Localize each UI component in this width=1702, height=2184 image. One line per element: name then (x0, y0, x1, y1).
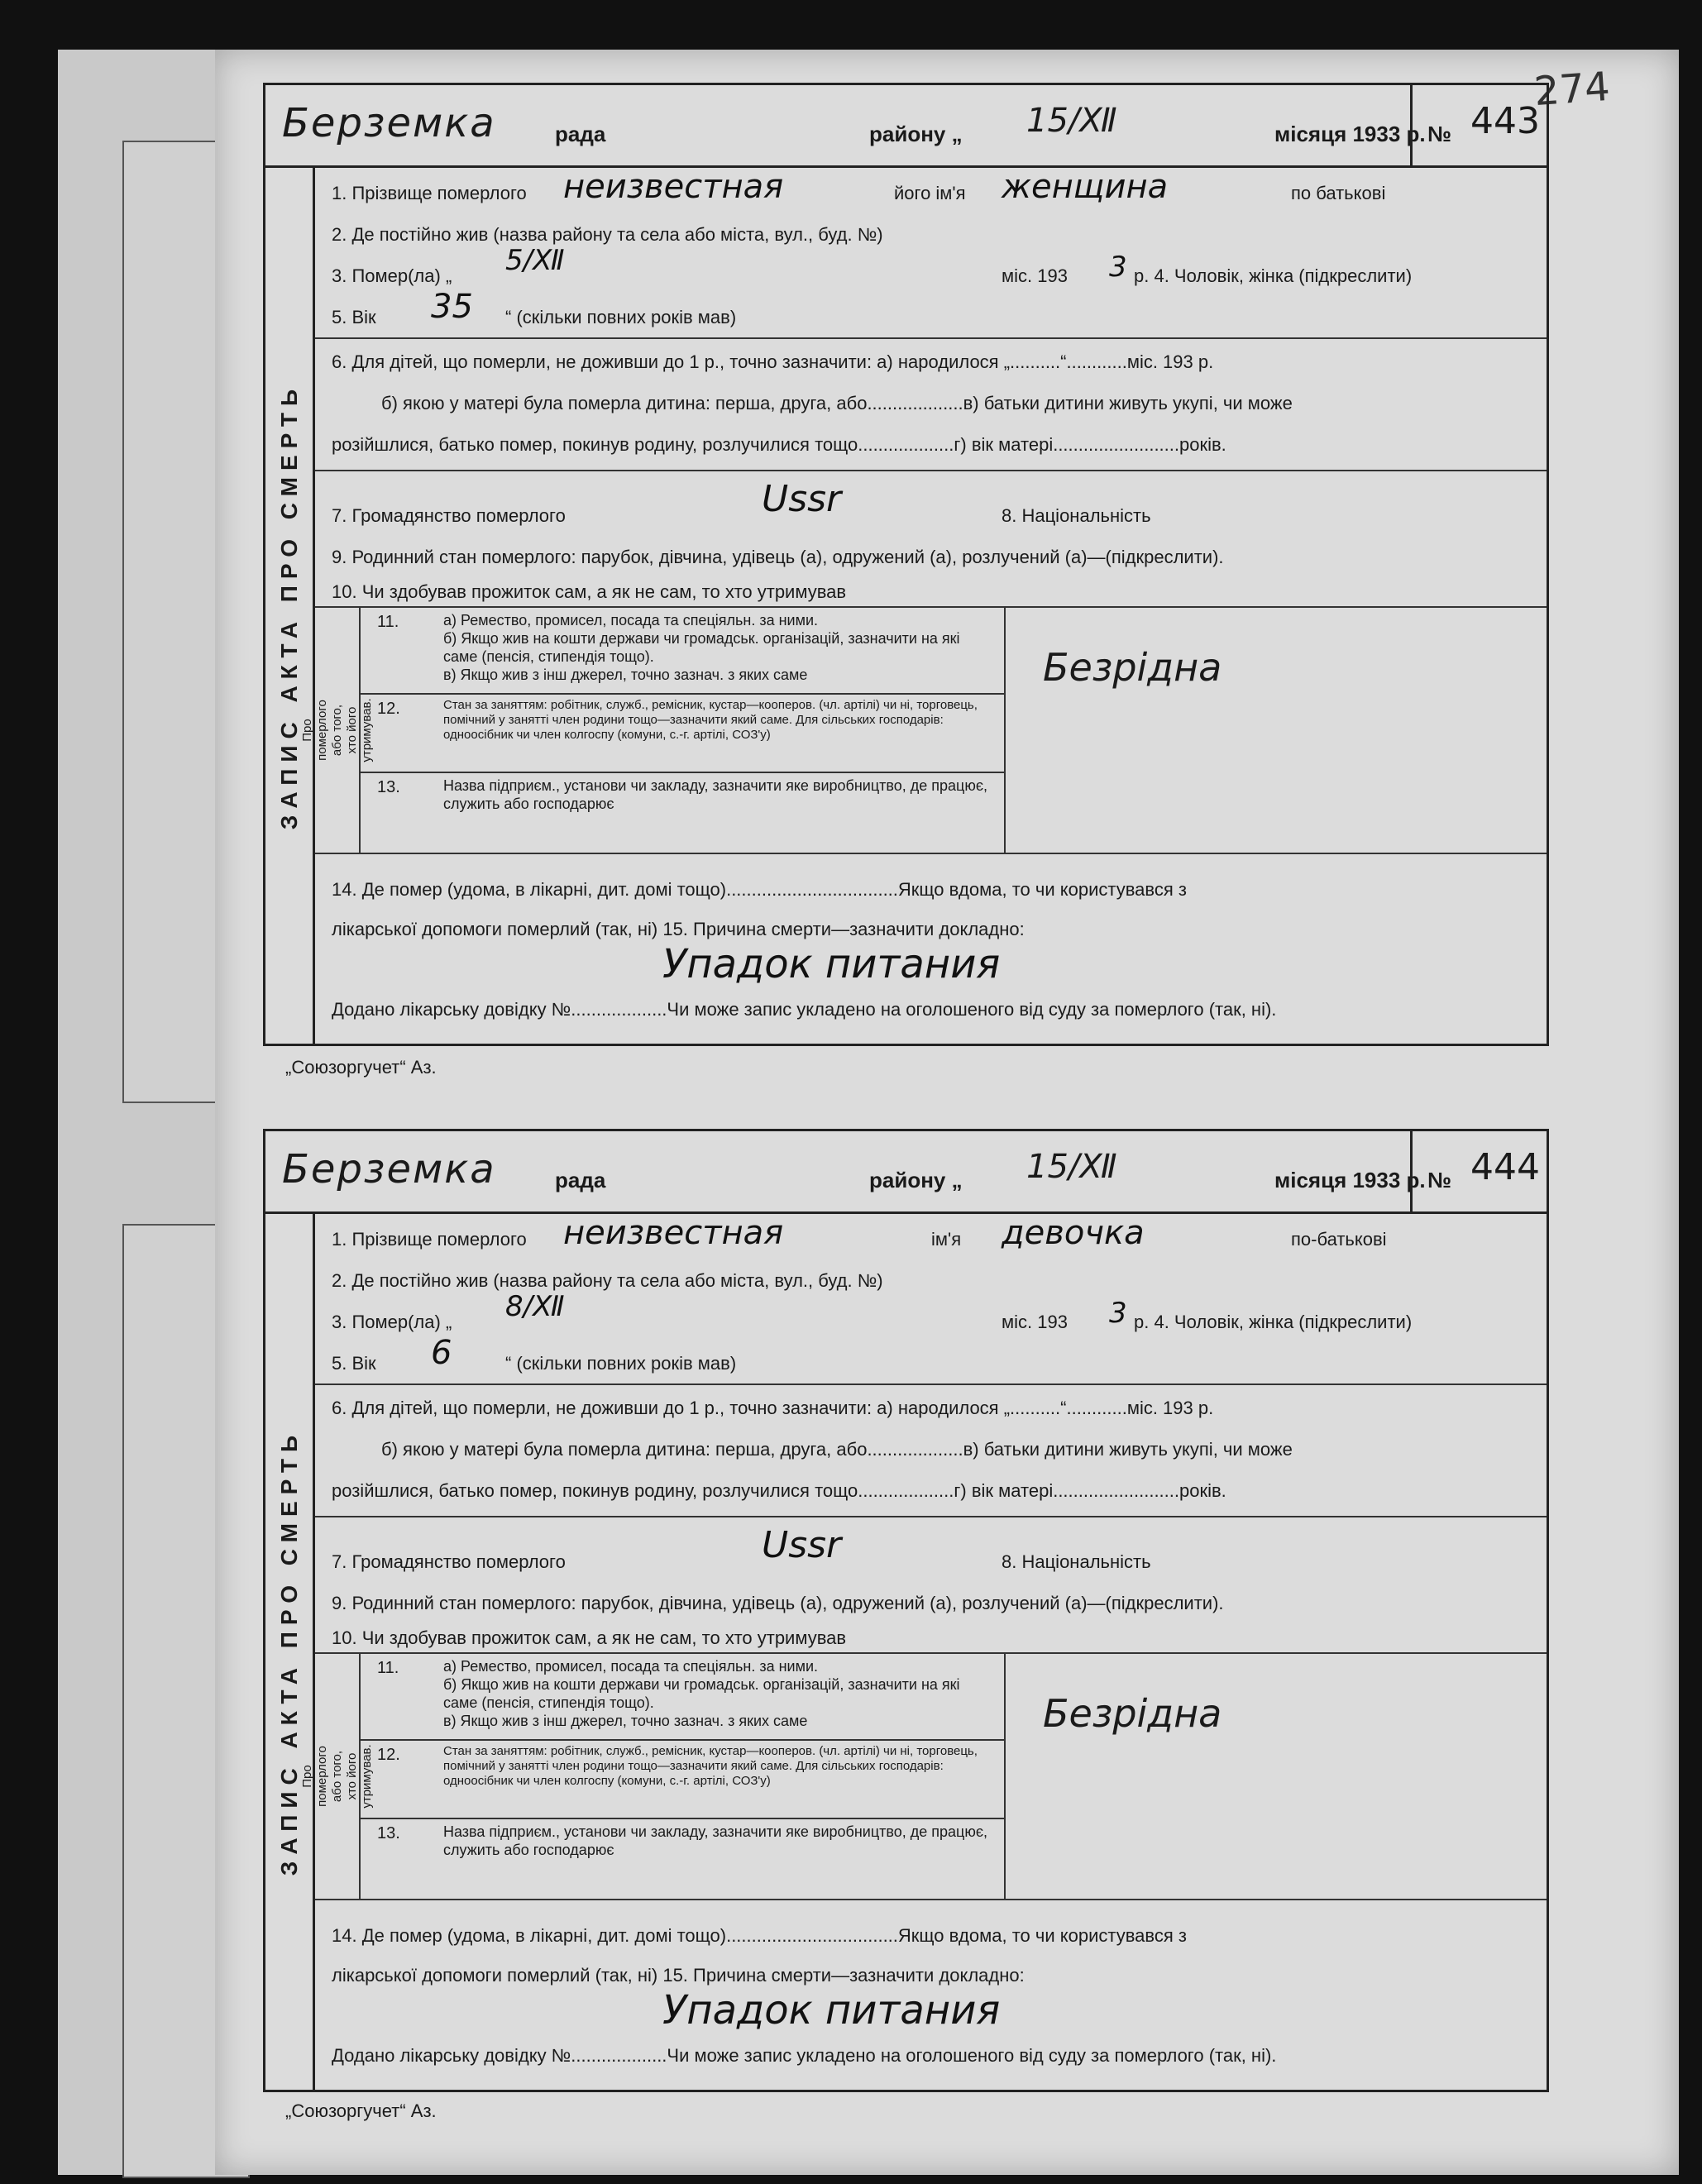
line-8-nationality-label: 8. Національність (1002, 1551, 1151, 1572)
line-6a-infants: 6. Для дітей, що померли, не доживши до 1 р., точно зазначити: а) народилося „..........“............міс. 193 р. (332, 351, 1214, 372)
line-6c-infants: розійшлися, батько помер, покинув родину, розлучилися тощо...................г) вік матері.........................років. (332, 434, 1226, 455)
line-5-age-note: “ (скільки повних років мав) (505, 307, 737, 327)
cause-of-death-handwritten: Упадок питания (662, 1987, 1001, 2033)
occupation-rows (361, 608, 1006, 853)
registration-date-handwritten: 15/Ⅻ (1026, 102, 1117, 140)
line-1-name-label: його ім'я (894, 183, 966, 203)
surname-handwritten: неизвестная (563, 1214, 784, 1252)
record-number-box (1410, 1131, 1547, 1211)
death-record-form-444 (263, 1129, 1549, 2092)
village-council-handwritten: Берземка (282, 100, 496, 146)
side-title: ЗАПИС АКТА ПРО СМЕРТЬ (275, 1428, 302, 1876)
number-label: № (1427, 122, 1451, 146)
rayon-label: району „ (869, 1168, 963, 1192)
line-9-marital-status: 9. Родинний стан померлого: парубок, дівчина, удівець (а), одружений (а), розлучений (а)—(підкреслити). (332, 1593, 1224, 1613)
line-1-surname-label: 1. Прізвище померлого (332, 1229, 527, 1250)
occupation-side-label: Про померлого або того, хто його утримував. (315, 1654, 361, 1899)
line-3-died-label: 3. Помер(ла) „ (332, 265, 452, 286)
line-9-marital-status: 9. Родинний стан померлого: парубок, дівчина, удівець (а), одружений (а), розлучений (а)—(підкреслити). (332, 547, 1224, 567)
line-16-certificate: Додано лікарську довідку №...................Чи може запис укладено на оголошеного від суду за померлого (так, ні). (332, 2045, 1277, 2066)
line-3-sex-label: р. 4. Чоловік, жінка (підкреслити) (1134, 1312, 1413, 1332)
death-year-handwritten: 3 (1109, 1297, 1127, 1330)
line-3-sex-label: р. 4. Чоловік, жінка (підкреслити) (1134, 265, 1413, 286)
line-6b-infants: б) якою у матері була померла дитина: перша, друга, або...................в) батьки дитини живуть укупі, чи може (381, 1439, 1293, 1460)
line-3-month-label: міс. 193 (1002, 265, 1068, 286)
line-14-place-of-death: 14. Де помер (удома, в лікарні, дит. домі тощо)..................................Якщо вдома, то чи користувався з (332, 1925, 1187, 1946)
age-handwritten: 35 (431, 288, 473, 326)
line-7-citizenship-label: 7. Громадянство померлого (332, 505, 566, 526)
occupation-row-13: 13. Назва підприєм., установи чи закладу, зазначити яке виробництво, де працює, служить або господарює (377, 777, 988, 812)
line-10-livelihood: 10. Чи здобував прожиток сам, а як не сам, то хто утримував (332, 1627, 847, 1648)
side-title: ЗАПИС АКТА ПРО СМЕРТЬ (275, 382, 302, 829)
line-3-month-label: міс. 193 (1002, 1312, 1068, 1332)
record-number-box (1410, 85, 1547, 165)
age-handwritten: 6 (431, 1334, 452, 1372)
line-6b-infants: б) якою у матері була померла дитина: перша, друга, або...................в) батьки дитини живуть укупі, чи може (381, 393, 1293, 413)
side-title-column (265, 1214, 315, 2090)
line-5-age-label: 5. Вік (332, 307, 376, 327)
citizenship-handwritten: Ussr (762, 1524, 842, 1566)
record-body (299, 1214, 1547, 2090)
record-number-handwritten: 443 (1470, 100, 1540, 142)
given-name-handwritten: женщина (1002, 168, 1169, 206)
line-2-residence: 2. Де постійно жив (назва району та села або міста, вул., буд. №) (332, 224, 883, 245)
occupation-section (299, 1652, 1547, 1900)
line-6a-infants: 6. Для дітей, що померли, не доживши до 1 р., точно зазначити: а) народилося „..........“............міс. 193 р. (332, 1398, 1214, 1418)
record-number-handwritten: 444 (1470, 1146, 1540, 1188)
given-name-handwritten: девочка (1002, 1214, 1145, 1252)
rada-label: рада (555, 1168, 606, 1192)
line-1-surname-label: 1. Прізвище померлого (332, 183, 527, 203)
death-record-form-443 (263, 83, 1549, 1046)
page-number: 274 (1532, 63, 1612, 116)
village-council-handwritten: Берземка (282, 1146, 496, 1192)
record-header (265, 85, 1547, 168)
occupation-row-11: 11. а) Ремество, промисел, посада та спеціяльн. за ними. б) Якщо жив на кошти держави чи громадськ. організацій, зазначити на які саме (пенсія, стипендія тощо). в) Якщо жив з інш джерел, точно зазнач. з яких саме (361, 1654, 1004, 1741)
line-1-patronymic-label: по батькові (1291, 183, 1386, 203)
occupation-row-11: 11. а) Ремество, промисел, посада та спеціяльн. за ними. б) Якщо жив на кошти держави чи громадськ. організацій, зазначити на які саме (пенсія, стипендія тощо). в) Якщо жив з інш джерел, точно зазнач. з яких саме (361, 608, 1004, 695)
record-header (265, 1131, 1547, 1214)
occupation-row-13: 13. Назва підприєм., установи чи закладу, зазначити яке виробництво, де працює, служить або господарює (377, 1823, 988, 1858)
occupation-rows (361, 1654, 1006, 1899)
occupation-handwritten: Безрідна (1043, 645, 1222, 690)
occupation-section (299, 606, 1547, 854)
printer-imprint: „Союзоргучет“ Аз. (285, 1057, 437, 1078)
rayon-label: району „ (869, 122, 963, 146)
month-year-label: місяця 1933 р. (1274, 1168, 1426, 1192)
month-year-label: місяця 1933 р. (1274, 122, 1426, 146)
line-1-name-label: ім'я (931, 1229, 962, 1250)
death-date-handwritten: 5/Ⅻ (505, 244, 565, 277)
line-10-livelihood: 10. Чи здобував прожиток сам, а як не сам, то хто утримував (332, 581, 847, 602)
line-1-patronymic-label: по-батькові (1291, 1229, 1387, 1250)
death-year-handwritten: 3 (1109, 251, 1127, 284)
line-16-certificate: Додано лікарську довідку №...................Чи може запис укладено на оголошеного від суду за померлого (так, ні). (332, 999, 1277, 1020)
line-14-place-of-death: 14. Де помер (удома, в лікарні, дит. домі тощо)..................................Якщо вдома, то чи користувався з (332, 879, 1187, 900)
line-15-cause-label: лікарської допомоги померлий (так, ні) 15. Причина смерти—зазначити докладно: (332, 919, 1025, 939)
cause-of-death-handwritten: Упадок питания (662, 941, 1001, 987)
line-6c-infants: розійшлися, батько помер, покинув родину, розлучилися тощо...................г) вік матері.........................років. (332, 1480, 1226, 1501)
line-8-nationality-label: 8. Національність (1002, 505, 1151, 526)
occupation-handwritten: Безрідна (1043, 1691, 1222, 1736)
citizenship-handwritten: Ussr (762, 478, 842, 520)
line-5-age-note: “ (скільки повних років мав) (505, 1353, 737, 1374)
printer-imprint: „Союзоргучет“ Аз. (285, 2100, 437, 2121)
registration-date-handwritten: 15/Ⅻ (1026, 1148, 1117, 1186)
line-7-citizenship-label: 7. Громадянство померлого (332, 1551, 566, 1572)
line-3-died-label: 3. Помер(ла) „ (332, 1312, 452, 1332)
book-binding-edge (58, 50, 218, 2175)
line-2-residence: 2. Де постійно жив (назва району та села або міста, вул., буд. №) (332, 1270, 883, 1291)
occupation-side-label: Про померлого або того, хто його утримував. (315, 608, 361, 853)
surname-handwritten: неизвестная (563, 168, 784, 206)
side-title-column (265, 168, 315, 1044)
line-15-cause-label: лікарської допомоги померлий (так, ні) 15. Причина смерти—зазначити докладно: (332, 1965, 1025, 1986)
record-body (299, 168, 1547, 1044)
occupation-row-12: 12. Стан за заняттям: робітник, служб., ремісник, кустар—кооперов. (чл. артілі) чи ні, торговець, помічний у занятті член родини тощо—зазначити який саме. Для сільських господарів: одноосібник чи член колгоспу (комуни, с.-г. артілі, СОЗ'у) (361, 695, 1004, 773)
death-date-handwritten: 8/Ⅻ (505, 1290, 565, 1323)
line-5-age-label: 5. Вік (332, 1353, 376, 1374)
rada-label: рада (555, 122, 606, 146)
number-label: № (1427, 1168, 1451, 1192)
occupation-row-12: 12. Стан за заняттям: робітник, служб., ремісник, кустар—кооперов. (чл. артілі) чи ні, торговець, помічний у занятті член родини тощо—зазначити який саме. Для сільських господарів: одноосібник чи член колгоспу (комуни, с.-г. артілі, СОЗ'у) (361, 1741, 1004, 1819)
